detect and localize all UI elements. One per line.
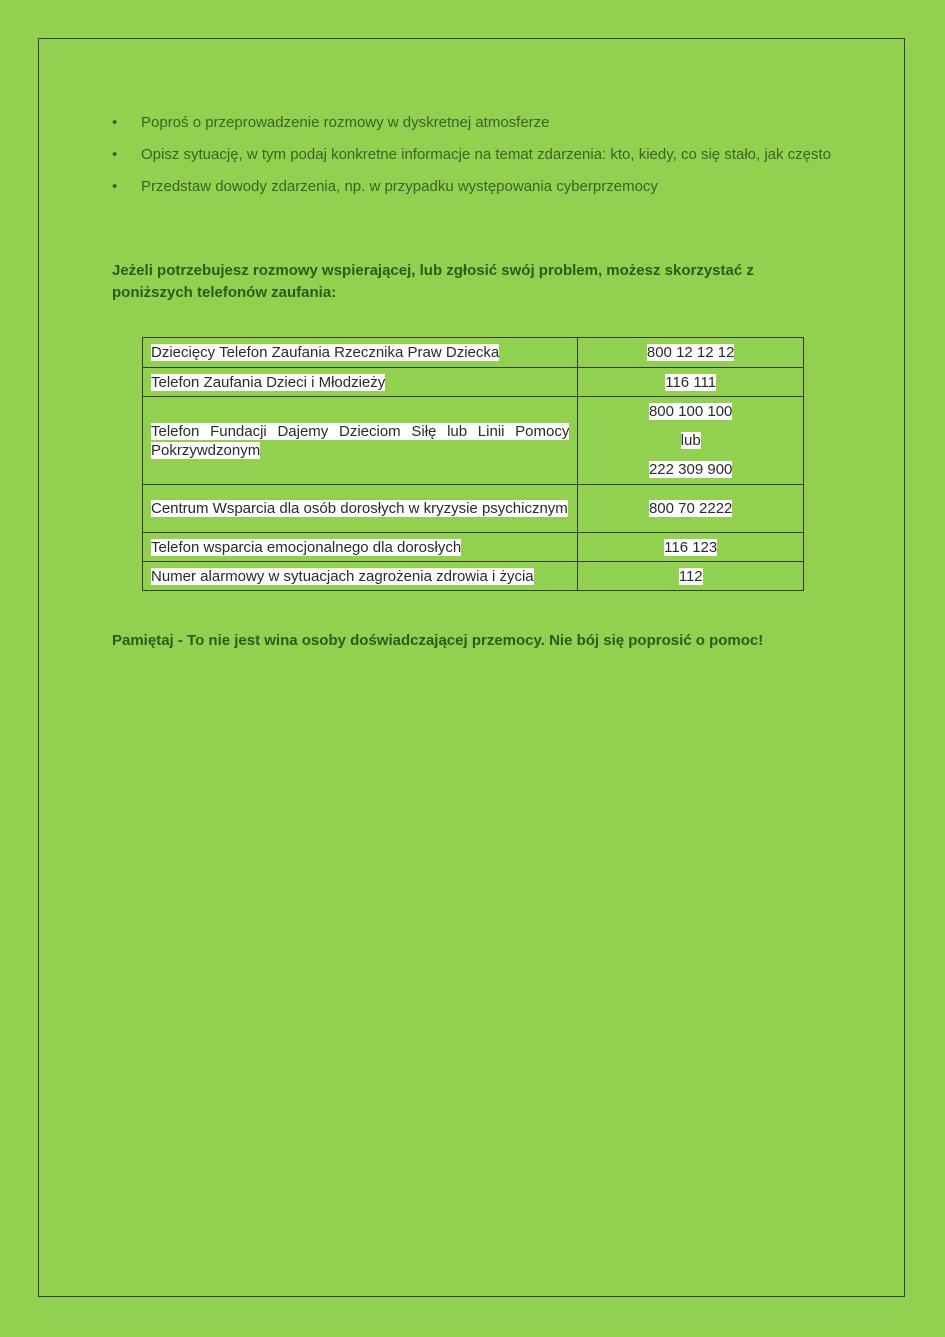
table-row [143,533,804,562]
hotline-number: 800 70 2222 [648,500,733,517]
hotline-number: 112 [678,567,703,585]
table-row [143,338,804,368]
bullet-icon: • [112,146,118,163]
hotline-number-cell [578,397,804,485]
hotline-number-separator: lub [680,432,701,449]
list-item [112,144,832,166]
hotline-name-cell [143,338,578,368]
hotline-name: Telefon wsparcia emocjonalnego dla dorosłych [151,538,462,556]
hotline-number-cell [578,485,804,533]
hotline-number: 116 111 [665,373,717,391]
tip-text: Przedstaw dowody zdarzenia, np. w przypadku występowania cyberprzemocy [141,178,658,195]
hotlines-table [142,337,804,591]
hotline-name: Centrum Wsparcia dla osób dorosłych w kryzysie psychicznym [151,500,568,517]
hotline-number-cell [578,562,804,591]
hotline-name-cell [143,485,578,533]
hotline-number: 800 100 100 [648,403,733,420]
hotline-number: 800 12 12 12 [646,344,735,361]
hotline-number-cell [578,338,804,368]
hotline-name-cell [143,397,578,485]
table-row [143,562,804,591]
hotline-name: Numer alarmowy w sytuacjach zagrożenia zdrowia i życia [151,567,534,585]
hotline-number: 222 309 900 [648,461,733,478]
page-border-frame [38,38,905,1297]
table-row [143,397,804,485]
tip-text: Opisz sytuację, w tym podaj konkretne informacje na temat zdarzenia: kto, kiedy, co się stało, jak często [141,146,832,163]
hotline-number: 116 123 [664,538,718,556]
hotline-number-cell [578,533,804,562]
reminder-text: Pamiętaj - To nie jest wina osoby doświadczającej przemocy. Nie bój się poprosić o pomoc! [112,632,764,649]
bullet-icon: • [112,114,118,131]
tips-list [112,112,832,208]
list-item [112,112,832,134]
table-row [143,368,804,397]
hotline-name: Dziecięcy Telefon Zaufania Rzecznika Praw Dziecka [151,344,500,361]
hotline-name-cell [143,562,578,591]
list-item [112,176,832,198]
tip-text: Poproś o przeprowadzenie rozmowy w dyskretnej atmosferze [141,114,550,131]
hotline-name-cell [143,368,578,397]
hotline-number-line [586,455,795,484]
table-row [143,485,804,533]
hotline-number-line [586,426,795,455]
hotline-number-line [586,397,795,426]
hotline-number-cell [578,368,804,397]
bullet-icon: • [112,178,118,195]
hotline-name: Telefon Fundacji Dajemy Dzieciom Siłę lub Linii Pomocy Pokrzywdzonym [151,422,570,459]
hotlines-intro: Jeżeli potrzebujesz rozmowy wspierającej, lub zgłosić swój problem, możesz skorzystać z poniższych telefonów zaufania: [112,262,754,301]
hotline-name: Telefon Zaufania Dzieci i Młodzieży [151,373,386,391]
hotline-name-cell [143,533,578,562]
